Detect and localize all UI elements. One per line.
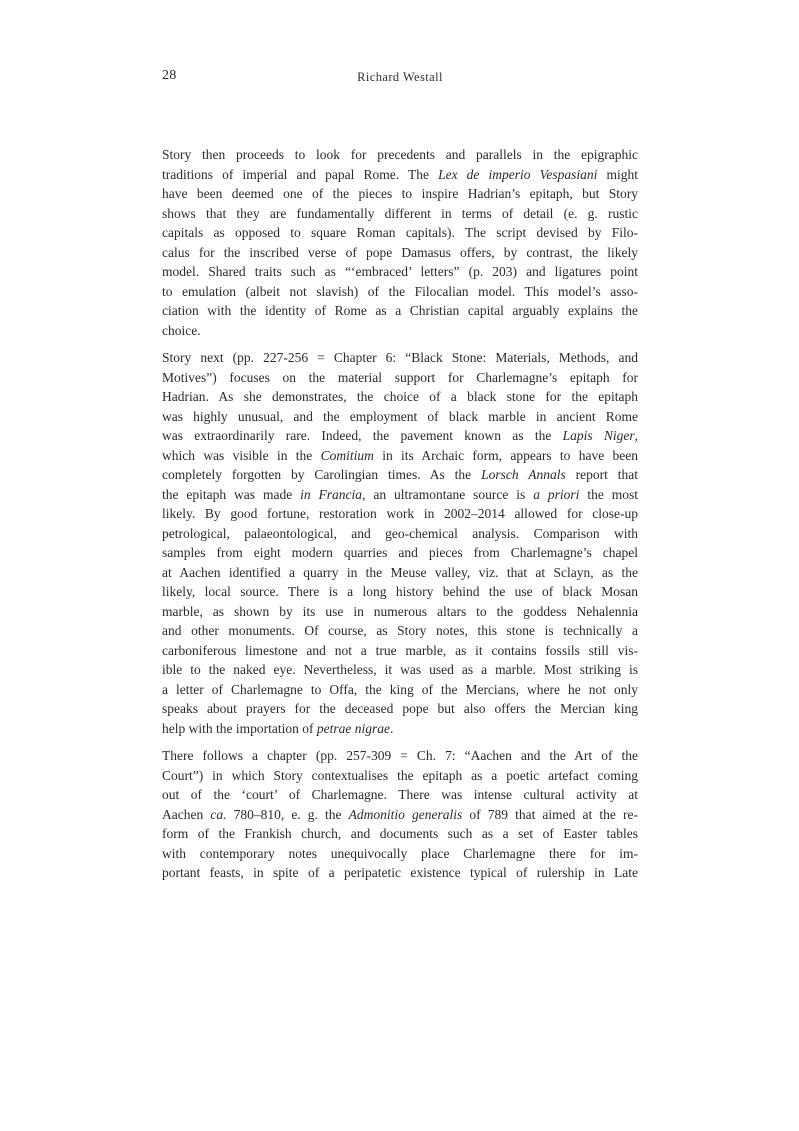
text-line: have been deemed one of the pieces to inspire Hadrian’s epitaph, but Story <box>162 186 638 201</box>
page-number: 28 <box>162 68 177 83</box>
text-line: form of the Frankish church, and documents such as a set of Easter tables <box>162 826 638 841</box>
text-line: portant feasts, in spite of a peripatetic existence typical of rulership in Late <box>162 865 638 880</box>
text-line: ciation with the identity of Rome as a Christian capital arguably explains the <box>162 303 638 318</box>
text-line: Story next (pp. 227-256 = Chapter 6: “Black Stone: Materials, Methods, and <box>162 350 638 365</box>
text-line: with contemporary notes unequivocally place Charlemagne there for im- <box>162 845 638 861</box>
text-line: Aachen ca. 780–810, e. g. the Admonitio generalis of 789 that aimed at the re- <box>162 806 638 822</box>
text-line: shows that they are fundamentally different in terms of detail (e. g. rustic <box>162 205 638 221</box>
text-line: ible to the naked eye. Nevertheless, it was used as a marble. Most striking is <box>162 662 638 677</box>
running-header <box>162 68 638 88</box>
text-line: carboniferous limestone and not a true marble, as it contains fossils still vis- <box>162 642 638 658</box>
text-line: completely forgotten by Carolingian times. As the Lorsch Annals report that <box>162 467 638 482</box>
text-line: There follows a chapter (pp. 257-309 = Ch. 7: “Aachen and the Art of the <box>162 748 638 763</box>
text-line: out of the ‘court’ of Charlemagne. There was intense cultural activity at <box>162 787 638 802</box>
text-line: capitals as opposed to square Roman capitals). The script devised by Filo- <box>162 225 638 240</box>
text-line: traditions of imperial and papal Rome. The Lex de imperio Vespasiani might <box>162 166 638 182</box>
text-line: was extraordinarily rare. Indeed, the pavement known as the Lapis Niger, <box>162 428 638 443</box>
text-line: Story then proceeds to look for precedents and parallels in the epigraphic <box>162 147 638 162</box>
text-line: speaks about prayers for the deceased pope but also offers the Mercian king <box>162 701 638 716</box>
text-line: help with the importation of petrae nigrae. <box>162 720 394 736</box>
paragraph <box>162 746 638 883</box>
text-line: the epitaph was made in Francia, an ultramontane source is a priori the most <box>162 486 638 502</box>
text-line: Motives”) focuses on the material support for Charlemagne’s epitaph for <box>162 369 638 385</box>
body-text <box>162 145 638 883</box>
text-line: Court”) in which Story contextualises the epitaph as a poetic artefact coming <box>162 767 638 783</box>
text-line: model. Shared traits such as “‘embraced’ letters” (p. 203) and ligatures point <box>162 264 638 279</box>
text-line: petrological, palaeontological, and geo-chemical analysis. Comparison with <box>162 525 638 541</box>
text-line: choice. <box>162 322 201 338</box>
text-line: to emulation (albeit not slavish) of the Filocalian model. This model’s asso- <box>162 283 638 299</box>
text-line: likely, local source. There is a long history behind the use of black Mosan <box>162 584 638 599</box>
text-line: a letter of Charlemagne to Offa, the king of the Mercians, where he not only <box>162 681 638 697</box>
paragraph <box>162 348 638 738</box>
text-line: Hadrian. As she demonstrates, the choice of a black stone for the epitaph <box>162 389 638 404</box>
text-line: was highly unusual, and the employment of black marble in ancient Rome <box>162 408 638 424</box>
text-line: which was visible in the Comitium in its Archaic form, appears to have been <box>162 447 638 463</box>
text-line: at Aachen identified a quarry in the Meuse valley, viz. that at Sclayn, as the <box>162 564 638 580</box>
text-line: likely. By good fortune, restoration work in 2002–2014 allowed for close-up <box>162 506 638 521</box>
text-line: calus for the inscribed verse of pope Damasus offers, by contrast, the likely <box>162 244 638 260</box>
text-line: samples from eight modern quarries and pieces from Charlemagne’s chapel <box>162 545 638 560</box>
text-line: and other monuments. Of course, as Story notes, this stone is technically a <box>162 623 638 638</box>
paragraph <box>162 145 638 340</box>
text-line: marble, as shown by its use in numerous altars to the goddess Nehalennia <box>162 603 638 619</box>
running-title: Richard Westall <box>357 70 443 84</box>
